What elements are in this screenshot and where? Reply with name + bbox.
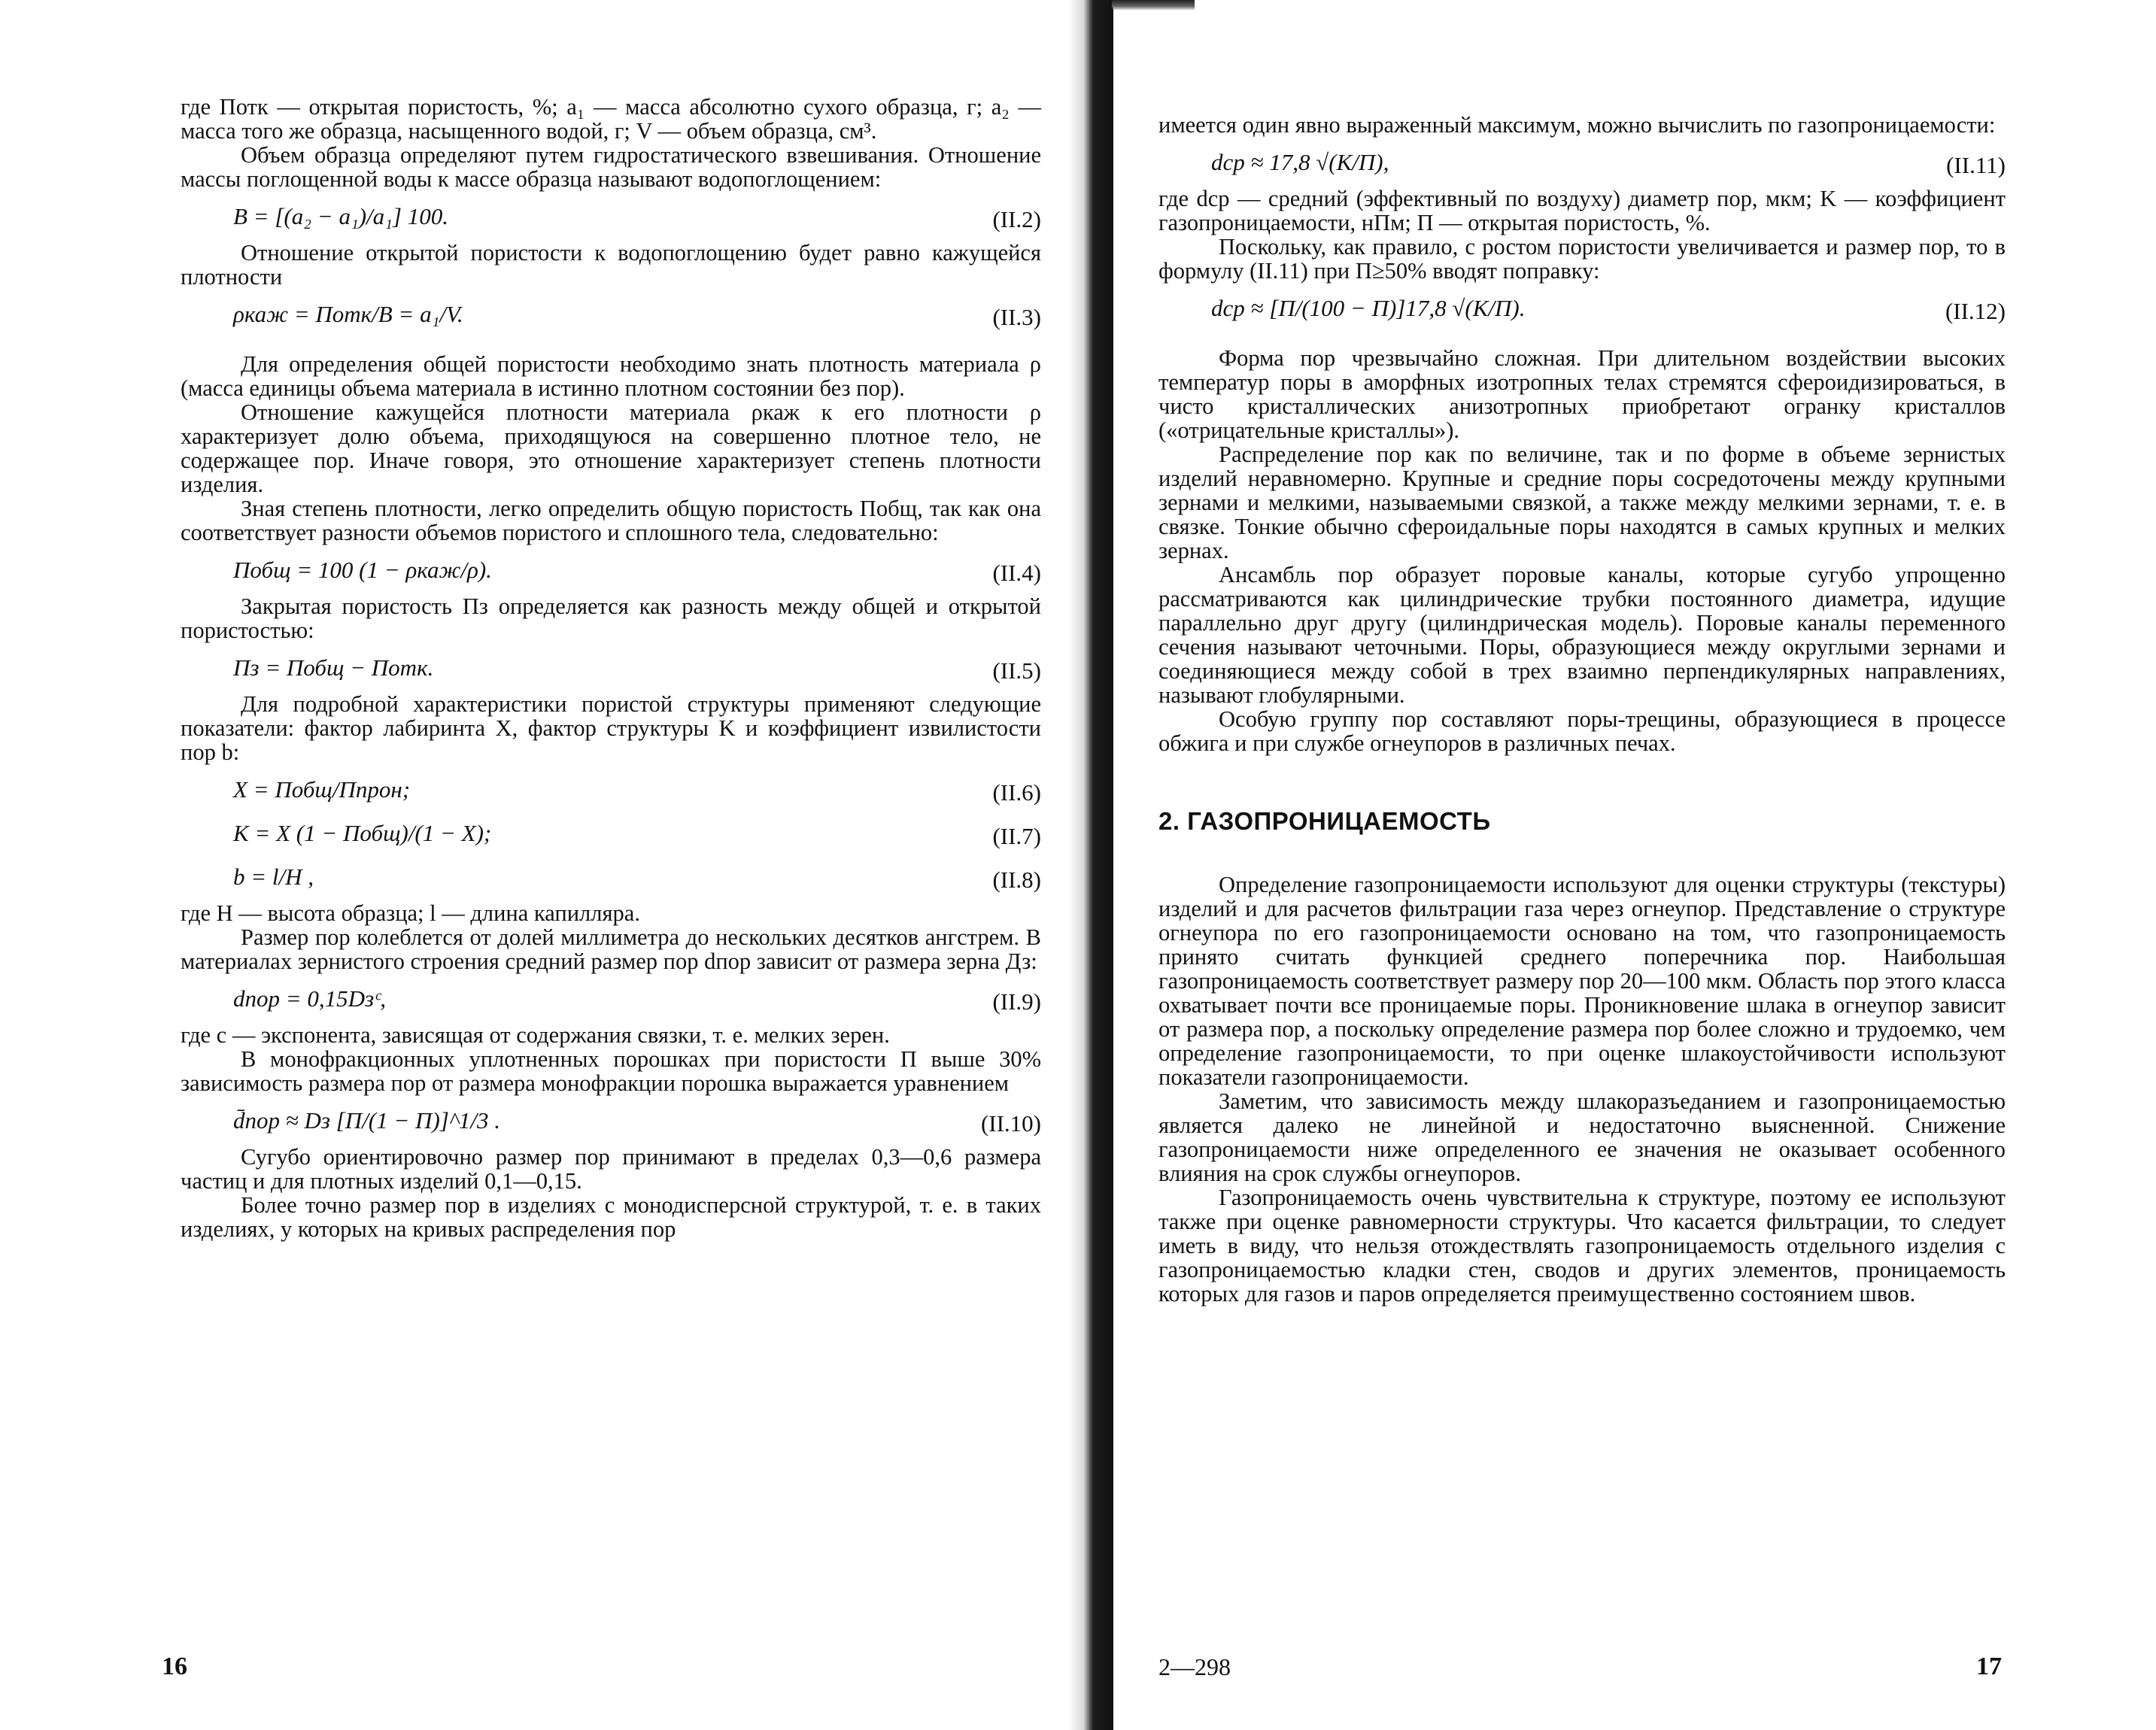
formula-expression: B = [(a₂ − a₁)/a₁] 100. [233, 203, 448, 229]
paragraph: имеется один явно выраженный максимум, можно вычислить по газопроницаемости: [1158, 112, 1996, 138]
formula-number: (II.10) [980, 1110, 1041, 1137]
formula [181, 1103, 1041, 1139]
formula [181, 772, 1041, 808]
paragraph: Определение газопроницаемости используют для оценки структуры (текстуры) изделий и для расчетов фильтрации газа через огнеупор. Представление о структуре огнеупора по его газопроницаемости основано на том, что газопроницаемость принято считать функцией среднего поперечника пор. Наибольшая газопроницаемость соответствует размеру пор 20—100 мкм. Область пор этого класса охватывает почти все проницаемые поры. Проникновение шлака в огнеупор зависит от размера пор, а поскольку определение размера пор более сложно и трудоемко, чем определение газопроницаемости, то при оценке шлакоустойчивости используют показатели газопроницаемости. [1158, 872, 2006, 1090]
paragraph: где Потк — открытая пористость, %; a₁ — масса абсолютно сухого образца, г; a₂ — масса того же образца, насыщенного водой, г; V — объем образца, см³. [181, 94, 1041, 144]
formula [181, 296, 1041, 332]
book-gutter [1068, 0, 1113, 1730]
paragraph: Отношение открытой пористости к водопоглощению будет равно кажущейся плотности [181, 240, 1041, 290]
formula-number: (II.4) [992, 560, 1041, 586]
formula-number: (II.3) [992, 304, 1041, 330]
formula-expression: dср ≈ [П/(100 − П)]17,8 √(K/П). [1211, 295, 1526, 321]
paragraph: Закрытая пористость Пз определяется как разность между общей и открытой пористостью: [181, 593, 1041, 643]
paragraph: Ансамбль пор образует поровые каналы, которые сугубо упрощенно рассматриваются как цилиндрические трубки постоянного диаметра, идущие параллельно друг другу (цилиндрическая модель). Поровые каналы переменного сечения называют четочными. Поры, образующиеся между округлыми зернами и соединяющиеся между собой в трех взаимно перпендикулярных направлениях, называют глобулярными. [1158, 562, 2006, 708]
paragraph: Особую группу пор составляют поры-трещины, образующиеся в процессе обжига и при службе огнеупоров в различных печах. [1158, 706, 2006, 756]
paragraph: Зная степень плотности, легко определить общую пористость Побщ, так как она соответствует разности объемов пористого и сплошного тела, следовательно: [181, 496, 1041, 545]
formula [181, 650, 1041, 686]
page-number: 16 [162, 1653, 187, 1680]
paragraph: где H — высота образца; l — длина капилляра. [181, 900, 640, 926]
spacer [181, 338, 1041, 352]
formula-number: (II.11) [1946, 152, 2006, 178]
paragraph: В монофракционных уплотненных порошках при пористости П выше 30% зависимость размера пор от размера монофракции порошка выражается уравнением [181, 1046, 1041, 1096]
right-page [1113, 0, 2156, 1730]
paragraph: Для подробной характеристики пористой структуры применяют следующие показатели: фактор лабиринта X, фактор структуры K и коэффициент извилистости пор b: [181, 691, 1041, 765]
formula-number: (II.5) [992, 657, 1041, 684]
formula-number: (II.6) [992, 779, 1041, 806]
formula-number: (II.9) [992, 988, 1041, 1015]
formula-expression: X = Побщ/Ппрон; [233, 776, 411, 803]
formula-expression: dср ≈ 17,8 √(K/П), [1211, 149, 1389, 175]
spacer [1158, 332, 2006, 346]
paragraph: Отношение кажущейся плотности материала ρкаж к его плотности ρ характеризует долю объема, приходящуюся на совершенно плотное тело, не содержащее пор. Иначе говоря, это отношение характеризует степень плотности изделия. [181, 399, 1041, 497]
formula-expression: d̄пор ≈ Dз [П/(1 − П)]^1/3 . [233, 1107, 501, 1134]
paragraph: Форма пор чрезвычайно сложная. При длительном воздействии высоких температур поры в аморфных изотропных телах стремятся сфероидизироваться, в чисто кристаллических анизотропных приобретают огранку кристаллов («отрицательные кристаллы»). [1158, 345, 2006, 443]
formula-expression: Побщ = 100 (1 − ρкаж/ρ). [233, 557, 492, 583]
formula [1158, 144, 2006, 181]
paragraph: Для определения общей пористости необходимо знать плотность материала ρ (масса единицы объема материала в истинно плотном состоянии без пор). [181, 351, 1041, 401]
paragraph: Объем образца определяют путем гидростатического взвешивания. Отношение массы поглощенной воды к массе образца называют водопоглощением: [181, 142, 1041, 192]
formula [181, 981, 1041, 1017]
paragraph: где dср — средний (эффективный по воздуху) диаметр пор, мкм; K — коэффициент газопроницаемости, нПм; П — открытая пористость, %. [1158, 186, 2006, 235]
printer-signature: 2—298 [1158, 1653, 1231, 1680]
formula-number: (II.8) [992, 867, 1041, 893]
formula-expression: b = l/H , [233, 863, 314, 890]
formula-expression: Пз = Побщ − Потк. [233, 654, 434, 681]
paragraph: Поскольку, как правило, с ростом пористости увеличивается и размер пор, то в формулу (II.11) при П≥50% вводят поправку: [1158, 234, 2006, 284]
formula [181, 552, 1041, 588]
formula-expression: dпор = 0,15Dзᶜ, [233, 985, 387, 1012]
paragraph: Более точно размер пор в изделиях с монодисперсной структурой, т. е. в таких изделиях, у которых на кривых распределения пор [181, 1192, 1041, 1242]
formula-expression: K = X (1 − Побщ)/(1 − X); [233, 820, 492, 846]
paragraph: Размер пор колеблется от долей миллиметра до нескольких десятков ангстрем. В материалах зернистого строения средний размер пор dпор зависит от размера зерна Дз: [181, 924, 1041, 974]
paragraph: Распределение пор как по величине, так и по форме в объеме зернистых изделий неравномерно. Крупные и средние поры сосредоточены между крупными зернами и мелкими, называемыми связкой, а также между мелкими зернами, т. е. в связке. Тонкие обычно сфероидальные поры находятся в самых крупных и мелких зернах. [1158, 442, 2006, 563]
paragraph: Сугубо ориентировочно размер пор принимают в пределах 0,3—0,6 размера частиц и для плотных изделий 0,1—0,15. [181, 1144, 1041, 1194]
formula-number: (II.2) [992, 206, 1041, 232]
formula-number: (II.12) [1945, 298, 2006, 324]
formula [181, 859, 1041, 895]
paragraph: Газопроницаемость очень чувствительна к структуре, поэтому ее используют также при оценке равномерности структуры. Что касается фильтрации, то следует иметь в виду, что нельзя отождествлять газопроницаемость отдельного изделия с газопроницаемостью кладки стен, сводов и других элементов, проницаемость которых для газов и паров определяется преимущественно состоянием швов. [1158, 1185, 2006, 1307]
paragraph: где с — экспонента, зависящая от содержания связки, т. е. мелких зерен. [181, 1022, 890, 1048]
page-number: 17 [1976, 1653, 2002, 1680]
formula [181, 815, 1041, 851]
formula-number: (II.7) [992, 823, 1041, 849]
formula-expression: ρкаж = Потк/B = a₁/V. [233, 301, 463, 327]
left-page [0, 0, 1068, 1730]
paragraph: Заметим, что зависимость между шлакоразъеданием и газопроницаемостью является далеко не линейной и недостаточно выясненной. Снижение газопроницаемости ниже определенного ее значения не оказывает особенного влияния на срок службы огнеупоров. [1158, 1088, 2006, 1186]
formula [181, 199, 1041, 235]
section-heading: 2. ГАЗОПРОНИЦАЕМОСТЬ [1158, 807, 1491, 835]
formula [1158, 290, 2006, 326]
